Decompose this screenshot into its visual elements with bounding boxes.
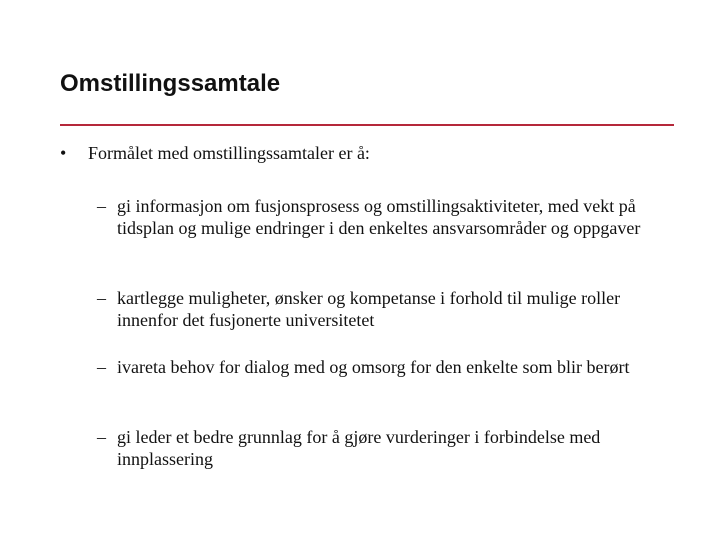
dash-marker: –	[97, 427, 106, 447]
sub-item-text: ivareta behov for dialog med og omsorg for den enkelte som blir berørt	[117, 357, 630, 377]
dash-marker: –	[97, 288, 106, 308]
title-underline	[60, 124, 674, 126]
main-bullet-text: Formålet med omstillingssamtaler er å:	[88, 143, 370, 163]
dash-marker: –	[97, 357, 106, 377]
main-bullet	[60, 142, 370, 164]
dash-marker: –	[97, 196, 106, 216]
sub-item	[97, 356, 677, 378]
sub-item-text: gi leder et bedre grunnlag for å gjøre vurderinger i forbindelse med innplassering	[117, 427, 601, 469]
sub-item	[97, 195, 677, 239]
sub-item-text: kartlegge muligheter, ønsker og kompetanse i forhold til mulige roller innenfor det fusjonerte universitetet	[117, 288, 621, 330]
sub-item	[97, 287, 677, 331]
slide-title: Omstillingssamtale	[60, 70, 281, 97]
sub-item	[97, 426, 677, 470]
sub-item-text: gi informasjon om fusjonsprosess og omstillingsaktiviteter, med vekt på tidsplan og mulige endringer i den enkeltes ansvarsområder og oppgaver	[117, 196, 641, 238]
bullet-marker: •	[60, 143, 67, 163]
